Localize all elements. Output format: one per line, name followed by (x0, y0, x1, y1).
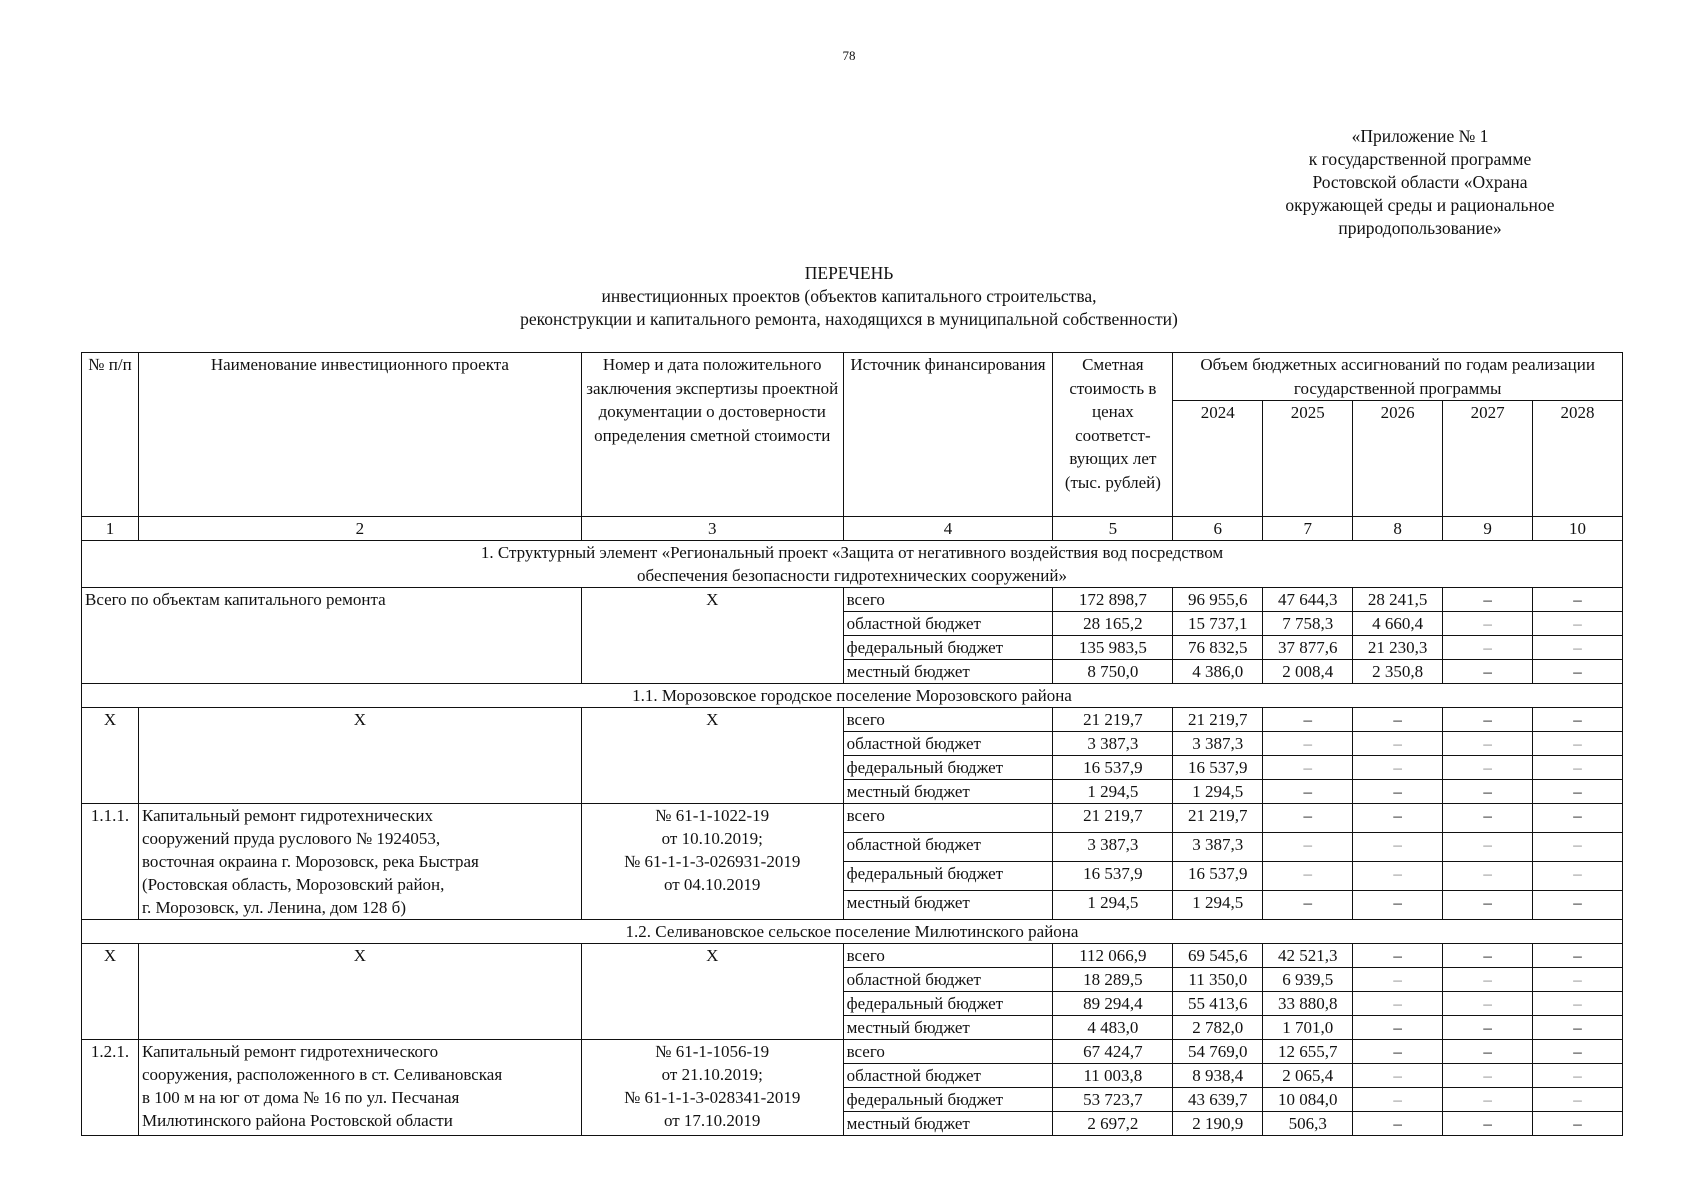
document-title (0, 262, 1698, 331)
title-line: реконструкции и капитального ремонта, находящихся в муниципальной собственности) (520, 309, 1178, 329)
row-number: X (82, 708, 139, 804)
budget-year-value: 15 737,1 (1173, 612, 1263, 636)
budget-year-value: 1 294,5 (1173, 780, 1263, 804)
budget-year-value: 76 832,5 (1173, 636, 1263, 660)
text-line: № 61-1-1056-19 (655, 1042, 770, 1061)
budget-year-value: – (1443, 660, 1533, 684)
finance-source: местный бюджет (843, 660, 1053, 684)
budget-year-value: – (1353, 780, 1443, 804)
table-row (82, 944, 1623, 968)
budget-year-value: – (1263, 756, 1353, 780)
budget-year-value: – (1353, 708, 1443, 732)
column-number-row (82, 517, 1623, 541)
budget-year-value: 42 521,3 (1263, 944, 1353, 968)
budget-year-value: – (1353, 1112, 1443, 1136)
budget-year-value: – (1443, 1016, 1533, 1040)
text-line: в 100 м на юг от дома № 16 по ул. Песчаная (141, 1088, 460, 1107)
estimated-cost: 3 387,3 (1053, 833, 1173, 862)
estimated-cost: 112 066,9 (1053, 944, 1173, 968)
budget-year-value: – (1533, 1016, 1623, 1040)
budget-year-value: – (1533, 833, 1623, 862)
budget-year-value: 2 782,0 (1173, 1016, 1263, 1040)
budget-year-value: 3 387,3 (1173, 732, 1263, 756)
expertise-cell: X (581, 944, 843, 1040)
text-line: Милютинского района Ростовской области (141, 1111, 453, 1130)
project-name: X (138, 944, 581, 1040)
title-heading: ПЕРЕЧЕНЬ (804, 263, 894, 283)
finance-source: областной бюджет (843, 612, 1053, 636)
column-number: 3 (581, 517, 843, 541)
text-line: г. Морозовск, ул. Ленина, дом 128 б) (141, 898, 406, 917)
finance-source: местный бюджет (843, 891, 1053, 920)
budget-year-value: 4 660,4 (1353, 612, 1443, 636)
column-number: 2 (138, 517, 581, 541)
appendix-line: «Приложение № 1 (1351, 126, 1489, 146)
text-line: от 17.10.2019 (663, 1111, 761, 1130)
budget-year-value: – (1353, 1016, 1443, 1040)
budget-year-value: 2 065,4 (1263, 1064, 1353, 1088)
project-name: X (138, 708, 581, 804)
column-number: 10 (1533, 517, 1623, 541)
text-line: № 61-1-1022-19 (655, 806, 770, 825)
budget-year-value: – (1443, 1064, 1533, 1088)
table-row (82, 1040, 1623, 1064)
text-line: № 61-1-1-3-028341-2019 (624, 1088, 801, 1107)
column-number: 6 (1173, 517, 1263, 541)
budget-year-value: 2 190,9 (1173, 1112, 1263, 1136)
column-number: 9 (1443, 517, 1533, 541)
header-row (82, 353, 1623, 401)
estimated-cost: 1 294,5 (1053, 891, 1173, 920)
estimated-cost: 135 983,5 (1053, 636, 1173, 660)
appendix-line: окружающей среды и рациональное (1285, 195, 1555, 215)
finance-source: местный бюджет (843, 1016, 1053, 1040)
budget-year-value: 69 545,6 (1173, 944, 1263, 968)
budget-year-value: – (1443, 732, 1533, 756)
budget-year-value: 2 350,8 (1353, 660, 1443, 684)
budget-year-value: – (1353, 833, 1443, 862)
budget-year-value: – (1443, 804, 1533, 833)
table-row (82, 708, 1623, 732)
budget-year-value: – (1533, 732, 1623, 756)
budget-year-value: – (1263, 780, 1353, 804)
title-line: инвестиционных проектов (объектов капитального строительства, (601, 286, 1097, 306)
budget-year-value: – (1353, 968, 1443, 992)
budget-year-value: 16 537,9 (1173, 756, 1263, 780)
budget-year-value: – (1533, 636, 1623, 660)
budget-year-value: – (1443, 1088, 1533, 1112)
estimated-cost: 18 289,5 (1053, 968, 1173, 992)
budget-year-value: 21 219,7 (1173, 804, 1263, 833)
column-number: 4 (843, 517, 1053, 541)
text-line: от 21.10.2019; (661, 1065, 763, 1084)
header-year: 2024 (1173, 401, 1263, 517)
estimated-cost: 2 697,2 (1053, 1112, 1173, 1136)
column-number: 1 (82, 517, 139, 541)
budget-year-value: – (1263, 732, 1353, 756)
subsection-row (82, 684, 1623, 708)
appendix-line: Ростовской области «Охрана (1312, 172, 1528, 192)
text-line: Капитальный ремонт гидротехнического (141, 1042, 439, 1061)
appendix-line: природопользование» (1338, 218, 1502, 238)
budget-year-value: 8 938,4 (1173, 1064, 1263, 1088)
subsection-row (82, 920, 1623, 944)
finance-source: федеральный бюджет (843, 862, 1053, 891)
finance-source: федеральный бюджет (843, 992, 1053, 1016)
estimated-cost: 28 165,2 (1053, 612, 1173, 636)
budget-year-value: – (1353, 804, 1443, 833)
finance-source: областной бюджет (843, 833, 1053, 862)
expertise-cell: X (581, 588, 843, 684)
budget-year-value: 47 644,3 (1263, 588, 1353, 612)
budget-year-value: – (1443, 968, 1533, 992)
budget-year-value: – (1263, 708, 1353, 732)
budget-year-value: 33 880,8 (1263, 992, 1353, 1016)
budget-year-value: – (1443, 944, 1533, 968)
budget-year-value: – (1533, 968, 1623, 992)
budget-year-value: – (1353, 862, 1443, 891)
budget-year-value: 3 387,3 (1173, 833, 1263, 862)
budget-year-value: 28 241,5 (1353, 588, 1443, 612)
budget-year-value: – (1533, 1088, 1623, 1112)
budget-year-value: – (1443, 1040, 1533, 1064)
text-line: восточная окраина г. Морозовск, река Быстрая (141, 852, 479, 871)
budget-year-value: 16 537,9 (1173, 862, 1263, 891)
subsection-title: 1.2. Селивановское сельское поселение Милютинского района (82, 920, 1623, 944)
section-row (82, 541, 1623, 588)
budget-year-value: 7 758,3 (1263, 612, 1353, 636)
finance-source: всего (843, 804, 1053, 833)
budget-year-value: – (1443, 756, 1533, 780)
budget-year-value: 2 008,4 (1263, 660, 1353, 684)
budget-year-value: – (1533, 891, 1623, 920)
text-line: № 61-1-1-3-026931-2019 (624, 852, 801, 871)
budget-year-value: – (1353, 1040, 1443, 1064)
estimated-cost: 8 750,0 (1053, 660, 1173, 684)
budget-year-value: – (1443, 588, 1533, 612)
budget-year-value: – (1533, 588, 1623, 612)
row-number: X (82, 944, 139, 1040)
budget-year-value: – (1533, 780, 1623, 804)
budget-year-value: – (1353, 756, 1443, 780)
finance-source: федеральный бюджет (843, 636, 1053, 660)
header-expertise: Номер и дата положительного заключения экспертизы проектной документации о достоверности определения сметной стоимости (581, 353, 843, 517)
budget-year-value: – (1353, 1088, 1443, 1112)
budget-year-value: 37 877,6 (1263, 636, 1353, 660)
budget-year-value: 1 294,5 (1173, 891, 1263, 920)
finance-source: местный бюджет (843, 1112, 1053, 1136)
text-line: сооружения, расположенного в ст. Селивановская (141, 1065, 503, 1084)
expertise-cell (581, 1040, 843, 1136)
budget-year-value: – (1263, 833, 1353, 862)
finance-source: всего (843, 588, 1053, 612)
estimated-cost: 172 898,7 (1053, 588, 1173, 612)
finance-source: всего (843, 1040, 1053, 1064)
estimated-cost: 16 537,9 (1053, 756, 1173, 780)
text-line: от 04.10.2019 (663, 875, 761, 894)
appendix-note (1270, 125, 1570, 240)
budget-year-value: 4 386,0 (1173, 660, 1263, 684)
header-year: 2025 (1263, 401, 1353, 517)
budget-year-value: 10 084,0 (1263, 1088, 1353, 1112)
finance-source: областной бюджет (843, 1064, 1053, 1088)
table-row (82, 588, 1623, 612)
estimated-cost: 89 294,4 (1053, 992, 1173, 1016)
budget-year-value: – (1443, 862, 1533, 891)
budget-year-value: – (1263, 862, 1353, 891)
budget-year-value: 6 939,5 (1263, 968, 1353, 992)
estimated-cost: 16 537,9 (1053, 862, 1173, 891)
budget-year-value: – (1443, 780, 1533, 804)
estimated-cost: 21 219,7 (1053, 708, 1173, 732)
header-budget: Объем бюджетных ассигнований по годам реализации государственной программы (1173, 353, 1623, 401)
row-number: 1.1.1. (82, 804, 139, 920)
finance-source: местный бюджет (843, 780, 1053, 804)
projects-table (81, 352, 1623, 1136)
budget-year-value: – (1443, 636, 1533, 660)
estimated-cost: 4 483,0 (1053, 1016, 1173, 1040)
budget-year-value: – (1533, 756, 1623, 780)
finance-source: федеральный бюджет (843, 756, 1053, 780)
text-line: сооружений пруда руслового № 1924053, (141, 829, 441, 848)
budget-year-value: 43 639,7 (1173, 1088, 1263, 1112)
budget-year-value: – (1353, 1064, 1443, 1088)
budget-year-value: 21 219,7 (1173, 708, 1263, 732)
page-number: 78 (842, 48, 856, 63)
column-number: 5 (1053, 517, 1173, 541)
estimated-cost: 11 003,8 (1053, 1064, 1173, 1088)
budget-year-value: 1 701,0 (1263, 1016, 1353, 1040)
estimated-cost: 1 294,5 (1053, 780, 1173, 804)
budget-year-value: – (1533, 804, 1623, 833)
header-num: № п/п (82, 353, 139, 517)
budget-year-value: – (1443, 1112, 1533, 1136)
finance-source: всего (843, 708, 1053, 732)
finance-source: областной бюджет (843, 732, 1053, 756)
header-name: Наименование инвестиционного проекта (138, 353, 581, 517)
budget-year-value: – (1263, 891, 1353, 920)
project-name (138, 804, 581, 920)
estimated-cost: 53 723,7 (1053, 1088, 1173, 1112)
budget-year-value: 21 230,3 (1353, 636, 1443, 660)
budget-year-value: – (1533, 862, 1623, 891)
header-year: 2028 (1533, 401, 1623, 517)
finance-source: всего (843, 944, 1053, 968)
budget-year-value: – (1533, 612, 1623, 636)
budget-year-value: – (1533, 708, 1623, 732)
budget-year-value: – (1533, 1064, 1623, 1088)
budget-year-value: – (1533, 992, 1623, 1016)
section-title: 1. Структурный элемент «Региональный проект «Защита от негативного воздействия вод посредством обеспечения безопасности гидротехнических сооружений» (82, 541, 1623, 588)
header-year: 2027 (1443, 401, 1533, 517)
subsection-title: 1.1. Морозовское городское поселение Морозовского района (82, 684, 1623, 708)
expertise-cell (581, 804, 843, 920)
appendix-line: к государственной программе (1308, 149, 1532, 169)
budget-year-value: 96 955,6 (1173, 588, 1263, 612)
budget-year-value: – (1443, 708, 1533, 732)
estimated-cost: 67 424,7 (1053, 1040, 1173, 1064)
budget-year-value: – (1353, 891, 1443, 920)
row-number: 1.2.1. (82, 1040, 139, 1136)
project-name (138, 1040, 581, 1136)
column-number: 7 (1263, 517, 1353, 541)
estimated-cost: 21 219,7 (1053, 804, 1173, 833)
header-cost: Сметная стоимость в ценах соответст-вующих лет (тыс. рублей) (1053, 353, 1173, 517)
budget-year-value: 55 413,6 (1173, 992, 1263, 1016)
finance-source: федеральный бюджет (843, 1088, 1053, 1112)
header-source: Источник финансирования (843, 353, 1053, 517)
budget-year-value: – (1443, 992, 1533, 1016)
estimated-cost: 3 387,3 (1053, 732, 1173, 756)
budget-year-value: – (1353, 732, 1443, 756)
budget-year-value: – (1533, 660, 1623, 684)
budget-year-value: – (1443, 891, 1533, 920)
text-line: Капитальный ремонт гидротехнических (141, 806, 433, 825)
expertise-cell: X (581, 708, 843, 804)
budget-year-value: – (1533, 1040, 1623, 1064)
text-line: (Ростовская область, Морозовский район, (141, 875, 445, 894)
budget-year-value: – (1443, 833, 1533, 862)
budget-year-value: – (1533, 944, 1623, 968)
budget-year-value: – (1353, 992, 1443, 1016)
finance-source: областной бюджет (843, 968, 1053, 992)
budget-year-value: – (1263, 804, 1353, 833)
header-year: 2026 (1353, 401, 1443, 517)
budget-year-value: – (1353, 944, 1443, 968)
text-line: от 10.10.2019; (661, 829, 763, 848)
budget-year-value: 12 655,7 (1263, 1040, 1353, 1064)
budget-year-value: 506,3 (1263, 1112, 1353, 1136)
total-label: Всего по объектам капитального ремонта (82, 588, 582, 684)
table-row (82, 804, 1623, 833)
budget-year-value: 54 769,0 (1173, 1040, 1263, 1064)
budget-year-value: – (1533, 1112, 1623, 1136)
budget-year-value: – (1443, 612, 1533, 636)
budget-year-value: 11 350,0 (1173, 968, 1263, 992)
column-number: 8 (1353, 517, 1443, 541)
